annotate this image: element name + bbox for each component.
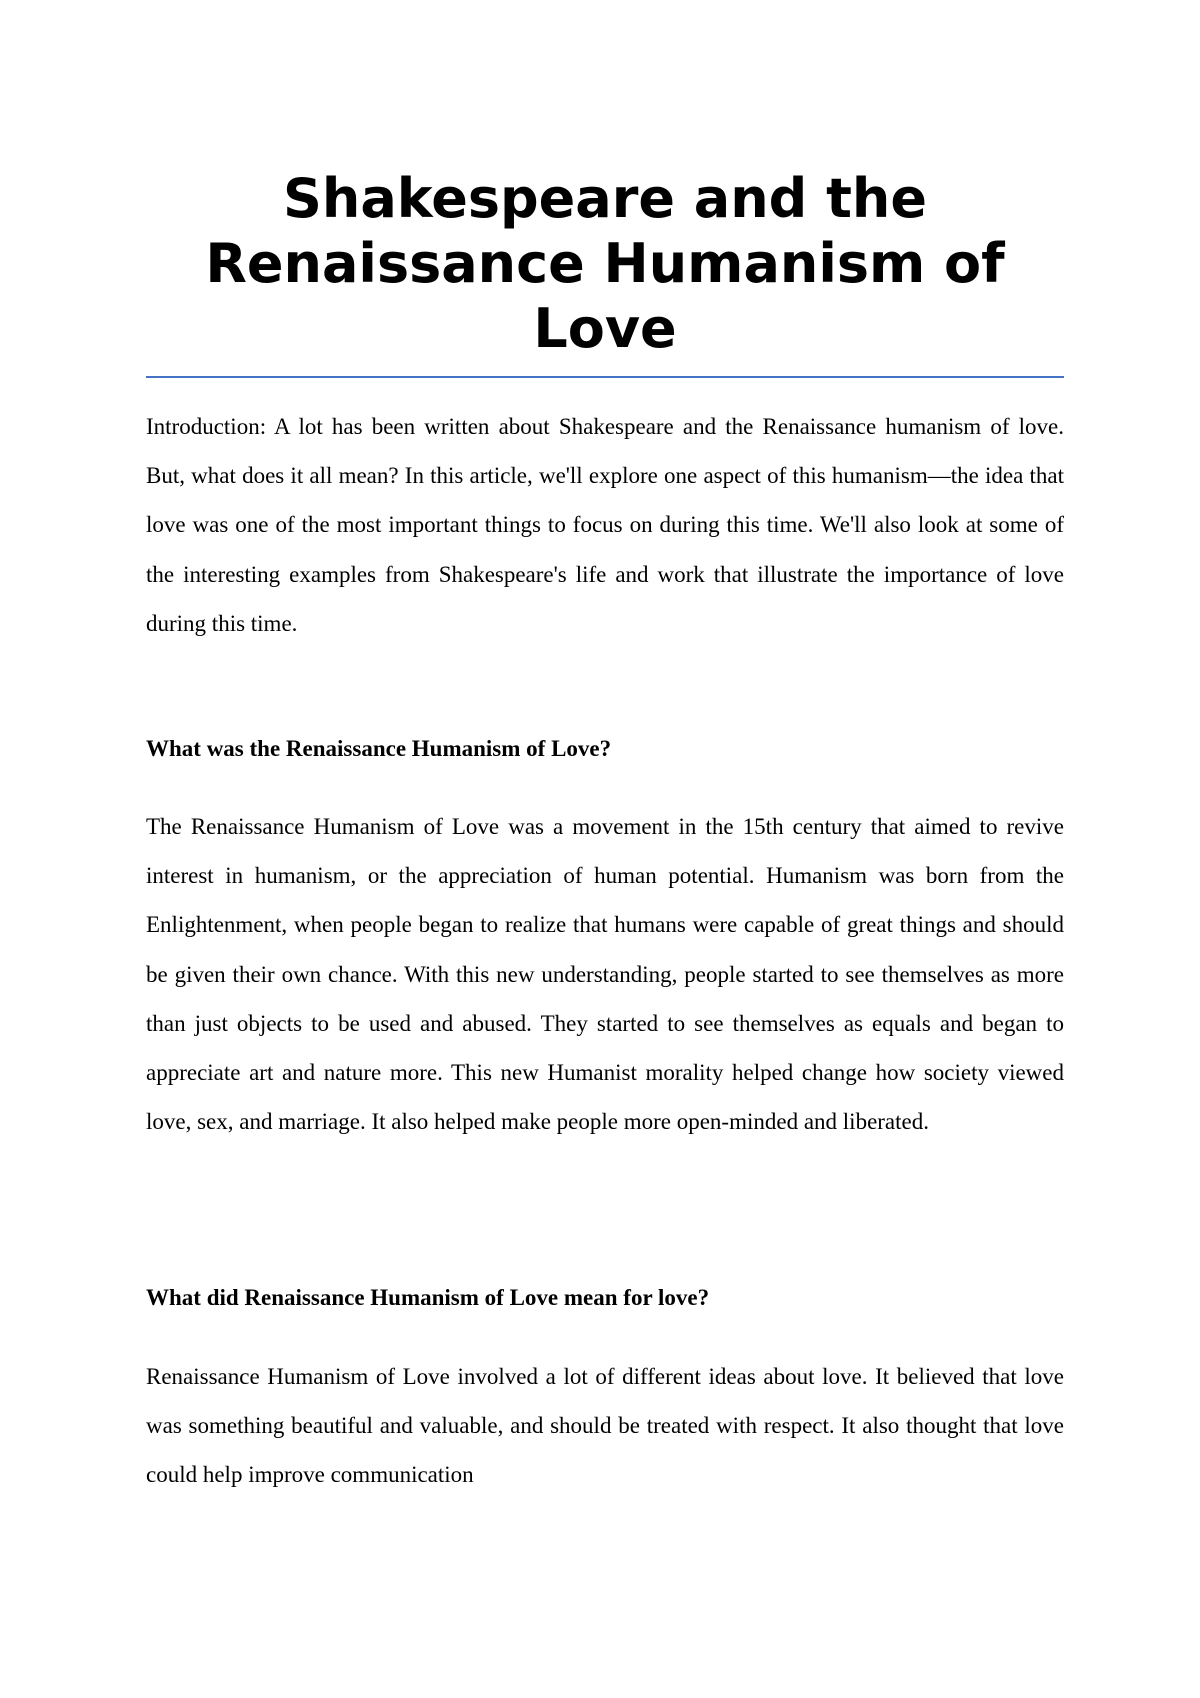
title-underline [146, 376, 1064, 378]
section-heading: What did Renaissance Humanism of Love mean for love? [146, 1285, 710, 1310]
section-paragraph: The Renaissance Humanism of Love was a movement in the 15th century that aimed to revive interest in humanism, or the appreciation of human potential. Humanism was born from the Enlightenment, when people began to realize that humans were capable of great things and should be given their own chance. With this new understanding, people started to see themselves as more than just objects to be used and abused. They started to see themselves as equals and began to appreciate art and nature more. This new Humanist morality helped change how society viewed love, sex, and marriage. It also helped make people more open-minded and liberated. [146, 814, 1064, 1135]
section-heading: What was the Renaissance Humanism of Love? [146, 736, 612, 761]
section-paragraph: Renaissance Humanism of Love involved a lot of different ideas about love. It believed that love was something beautiful and valuable, and should be treated with respect. It also thought that love could help improve communication [146, 1364, 1064, 1488]
intro-paragraph: Introduction: A lot has been written about Shakespeare and the Renaissance humanism of love. But, what does it all mean? In this article, we'll explore one aspect of this humanism—the idea that love was one of the most important things to focus on during this time. We'll also look at some of the interesting examples from Shakespeare's life and work that illustrate the importance of love during this time. [146, 414, 1064, 636]
document-title: Shakespeare and the Renaissance Humanism of Love [205, 167, 1005, 360]
